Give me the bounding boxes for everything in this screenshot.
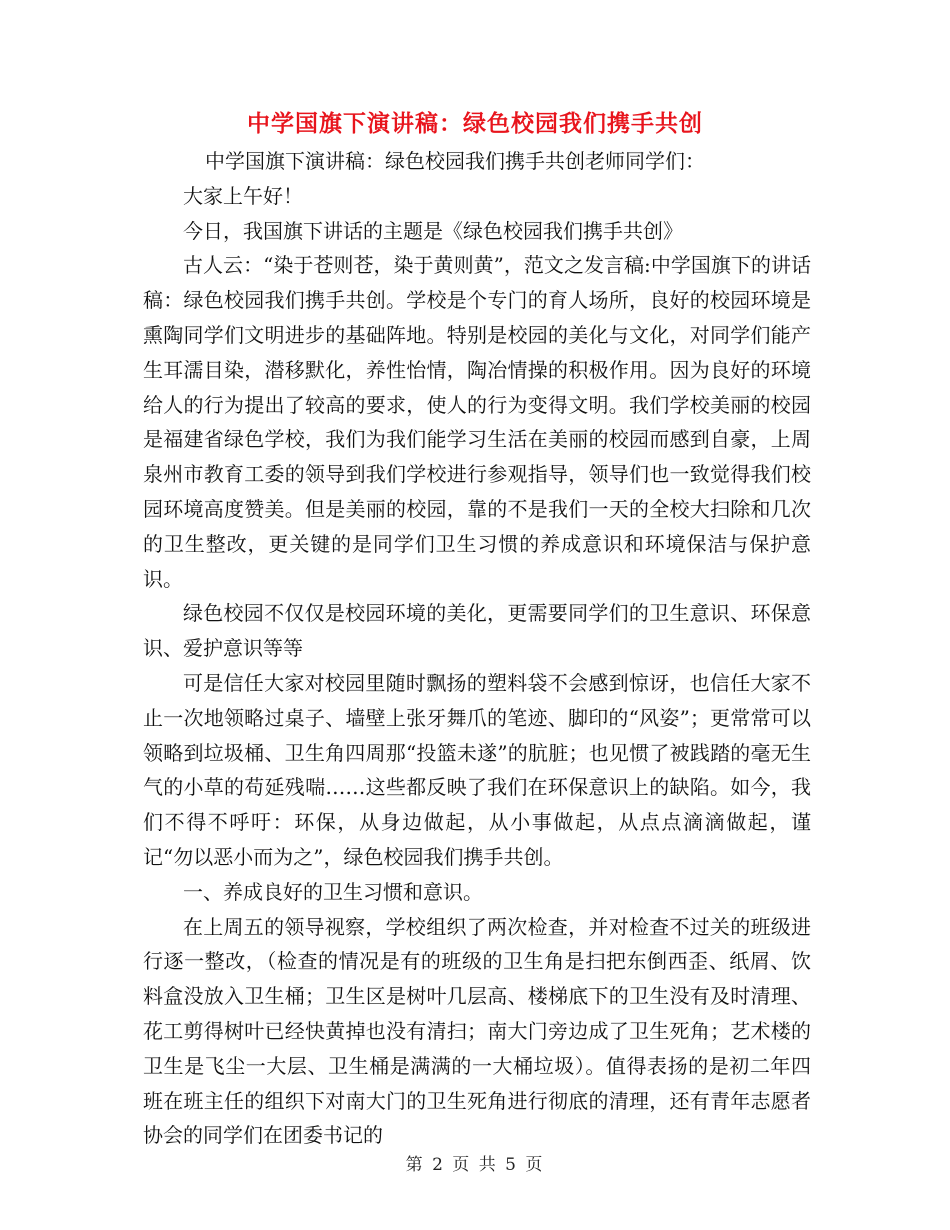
paragraph-greeting: 大家上午好！ — [183, 183, 303, 208]
paragraph-inspection: 在上周五的领导视察，学校组织了两次检查，并对检查不过关的班级进行逐一整改，（检查的情况是有的班级的卫生角是扫把东倒西歪、纸屑、饮料盒没放入卫生桶；卫生区是树叶几层高、楼梯底下的卫生没有及时清理、花工剪得树叶已经快黄掉也没有清扫；南大门旁边成了卫生死角；艺术楼的卫生是飞尘一大层、卫生桶是满满的一大桶垃圾）。值得表扬的是初二年四班在班主任的组织下对南大门的卫生死角进行彻底的清理，还有青年志愿者协会的同学们在团委书记的 — [143, 914, 811, 1148]
paragraph-green-campus: 绿色校园不仅仅是校园环境的美化，更需要同学们的卫生意识、环保意识、爱护意识等等 — [143, 601, 811, 661]
paragraph-ancient-saying: 古人云：“染于苍则苍，染于黄则黄”，范文之发言稿:中学国旗下的讲话稿：绿色校园我们携手共创。学校是个专门的育人场所，良好的校园环境是熏陶同学们文明进步的基础阵地。特别是校园的美化与文化，对同学们能产生耳濡目染，潜移默化，养性怡情，陶冶情操的积极作用。因为良好的环境给人的行为提出了较高的要求，使人的行为变得文明。我们学校美丽的校园是福建省绿色学校，我们为我们能学习生活在美丽的校园而感到自豪，上周泉州市教育工委的领导到我们学校进行参观指导，领导们也一致觉得我们校园环境高度赞美。但是美丽的校园，靠的不是我们一天的全校大扫除和几次的卫生整改，更关键的是同学们卫生习惯的养成意识和环境保洁与保护意识。 — [143, 253, 811, 591]
document-body — [143, 144, 811, 1153]
paragraph-environment-issues: 可是信任大家对校园里随时飘扬的塑料袋不会感到惊讶，也信任大家不止一次地领略过桌子、墙壁上张牙舞爪的笔迹、脚印的“风姿”；更常常可以领略到垃圾桶、卫生角四周那“投篮未遂”的肮脏；也见惯了被践踏的毫无生气的小草的苟延残喘……这些都反映了我们在环保意识上的缺陷。如今，我们不得不呼吁：环保，从身边做起，从小事做起，从点点滴滴做起，谨记“勿以恶小而为之”，绿色校园我们携手共创。 — [143, 670, 811, 869]
paragraph-section-heading: 一、养成良好的卫生习惯和意识。 — [183, 879, 483, 904]
paragraph-intro: 中学国旗下演讲稿：绿色校园我们携手共创老师同学们： — [205, 149, 705, 173]
paragraph-topic: 今日，我国旗下讲话的主题是《绿色校园我们携手共创》 — [183, 218, 683, 243]
page-footer: 第 2 页 共 5 页 — [405, 1155, 545, 1175]
document-title: 中学国旗下演讲稿：绿色校园我们携手共创 — [247, 110, 703, 137]
